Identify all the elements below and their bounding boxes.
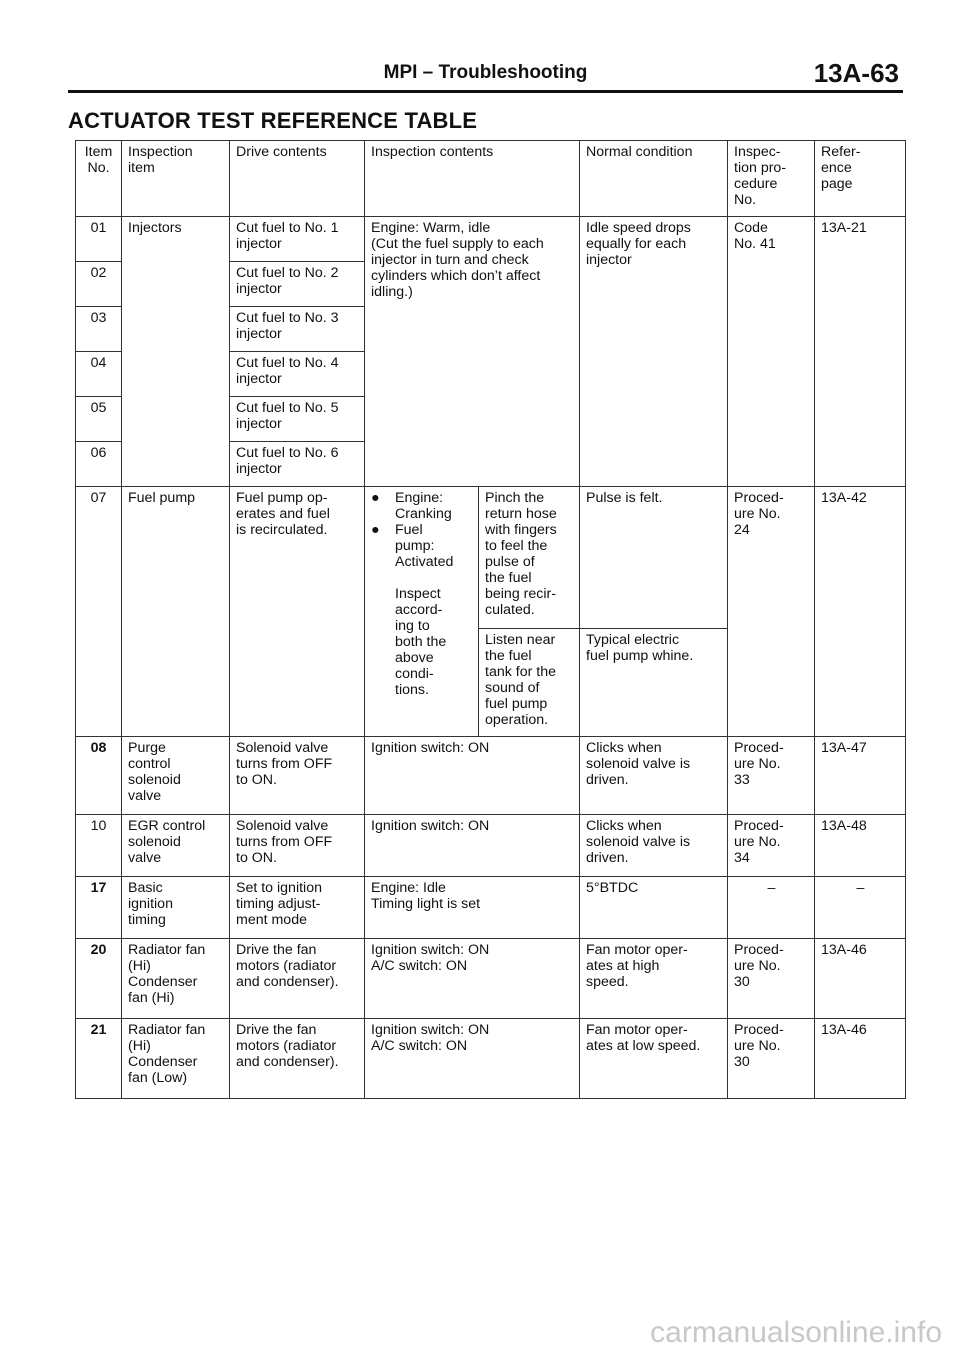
table-row <box>76 737 906 815</box>
inspection-contents: Ignition switch: ON A/C switch: ON <box>365 1019 580 1099</box>
table-row <box>76 1019 906 1099</box>
drive-contents: Cut fuel to No. 4 injector <box>230 352 365 397</box>
item-number: 17 <box>76 877 122 939</box>
table-row <box>76 487 906 629</box>
reference-page: 13A-21 <box>815 217 906 487</box>
inspection-contents: Engine: Warm, idle (Cut the fuel supply to each injector in turn and check cylinders which don’t affect idling.) <box>365 217 580 487</box>
reference-page: 13A-42 <box>815 487 906 737</box>
inspection-method: Pinch the return hose with fingers to feel the pulse of the fuel being recir- culated. <box>479 487 580 629</box>
reference-page: 13A-47 <box>815 737 906 815</box>
inspection-item: EGR control solenoid valve <box>122 815 230 877</box>
item-number: 06 <box>76 442 122 487</box>
drive-contents: Cut fuel to No. 5 injector <box>230 397 365 442</box>
inspection-conditions: ● Engine: Cranking ● Fuel pump: Activated Inspect accord- ing to both the above condi- tions. <box>365 487 479 737</box>
inspection-contents: Ignition switch: ON <box>365 815 580 877</box>
drive-contents: Drive the fan motors (radiator and condenser). <box>230 939 365 1019</box>
reference-page: 13A-48 <box>815 815 906 877</box>
table-row <box>76 815 906 877</box>
section-title: MPI – Troubleshooting <box>383 62 588 83</box>
item-number: 20 <box>76 939 122 1019</box>
inspection-contents: Ignition switch: ON <box>365 737 580 815</box>
inspection-method: Listen near the fuel tank for the sound of fuel pump operation. <box>479 629 580 737</box>
col-reference: Refer- ence page <box>815 141 906 217</box>
normal-condition: Typical electric fuel pump whine. <box>580 629 728 737</box>
inspection-item: Radiator fan (Hi) Condenser fan (Low) <box>122 1019 230 1099</box>
col-inspection-contents: Inspection contents <box>365 141 580 217</box>
page-number: 13A-63 <box>813 58 899 88</box>
col-item-no: Item No. <box>76 141 122 217</box>
drive-contents: Cut fuel to No. 3 injector <box>230 307 365 352</box>
drive-contents: Cut fuel to No. 6 injector <box>230 442 365 487</box>
inspection-contents: Ignition switch: ON A/C switch: ON <box>365 939 580 1019</box>
drive-contents: Set to ignition timing adjust- ment mode <box>230 877 365 939</box>
normal-condition: Pulse is felt. <box>580 487 728 629</box>
drive-contents: Cut fuel to No. 2 injector <box>230 262 365 307</box>
drive-contents: Cut fuel to No. 1 injector <box>230 217 365 262</box>
item-number: 03 <box>76 307 122 352</box>
normal-condition: Clicks when solenoid valve is driven. <box>580 815 728 877</box>
page-header <box>68 60 903 93</box>
item-number: 04 <box>76 352 122 397</box>
item-number: 10 <box>76 815 122 877</box>
col-procedure: Inspec- tion pro- cedure No. <box>728 141 815 217</box>
item-number: 05 <box>76 397 122 442</box>
procedure-number: Proced- ure No. 34 <box>728 815 815 877</box>
procedure-number: Proced- ure No. 24 <box>728 487 815 737</box>
item-number: 01 <box>76 217 122 262</box>
inspection-contents: Engine: Idle Timing light is set <box>365 877 580 939</box>
procedure-number: Proced- ure No. 30 <box>728 939 815 1019</box>
normal-condition: Fan motor oper- ates at low speed. <box>580 1019 728 1099</box>
inspection-item: Basic ignition timing <box>122 877 230 939</box>
reference-page: 13A-46 <box>815 1019 906 1099</box>
table-row <box>76 217 906 262</box>
procedure-number: – <box>728 877 815 939</box>
col-inspection-item: Inspection item <box>122 141 230 217</box>
normal-condition: Fan motor oper- ates at high speed. <box>580 939 728 1019</box>
table-header <box>76 141 906 217</box>
procedure-number: Code No. 41 <box>728 217 815 487</box>
drive-contents: Drive the fan motors (radiator and condenser). <box>230 1019 365 1099</box>
inspection-item: Purge control solenoid valve <box>122 737 230 815</box>
procedure-number: Proced- ure No. 33 <box>728 737 815 815</box>
col-drive-contents: Drive contents <box>230 141 365 217</box>
drive-contents: Solenoid valve turns from OFF to ON. <box>230 815 365 877</box>
table-row <box>76 939 906 1019</box>
drive-contents: Solenoid valve turns from OFF to ON. <box>230 737 365 815</box>
table-row <box>76 877 906 939</box>
col-normal-condition: Normal condition <box>580 141 728 217</box>
inspection-item: Injectors <box>122 217 230 487</box>
table-title: ACTUATOR TEST REFERENCE TABLE <box>68 108 478 133</box>
inspection-item: Fuel pump <box>122 487 230 737</box>
item-number: 07 <box>76 487 122 737</box>
normal-condition: 5°BTDC <box>580 877 728 939</box>
reference-page: – <box>815 877 906 939</box>
drive-contents: Fuel pump op- erates and fuel is recirculated. <box>230 487 365 737</box>
procedure-number: Proced- ure No. 30 <box>728 1019 815 1099</box>
reference-page: 13A-46 <box>815 939 906 1019</box>
actuator-test-table <box>75 140 906 1099</box>
item-number: 21 <box>76 1019 122 1099</box>
inspection-item: Radiator fan (Hi) Condenser fan (Hi) <box>122 939 230 1019</box>
normal-condition: Idle speed drops equally for each injector <box>580 217 728 487</box>
item-number: 02 <box>76 262 122 307</box>
header-row <box>76 141 906 217</box>
normal-condition: Clicks when solenoid valve is driven. <box>580 737 728 815</box>
watermark: carmanualsonline.info <box>650 1316 942 1349</box>
item-number: 08 <box>76 737 122 815</box>
